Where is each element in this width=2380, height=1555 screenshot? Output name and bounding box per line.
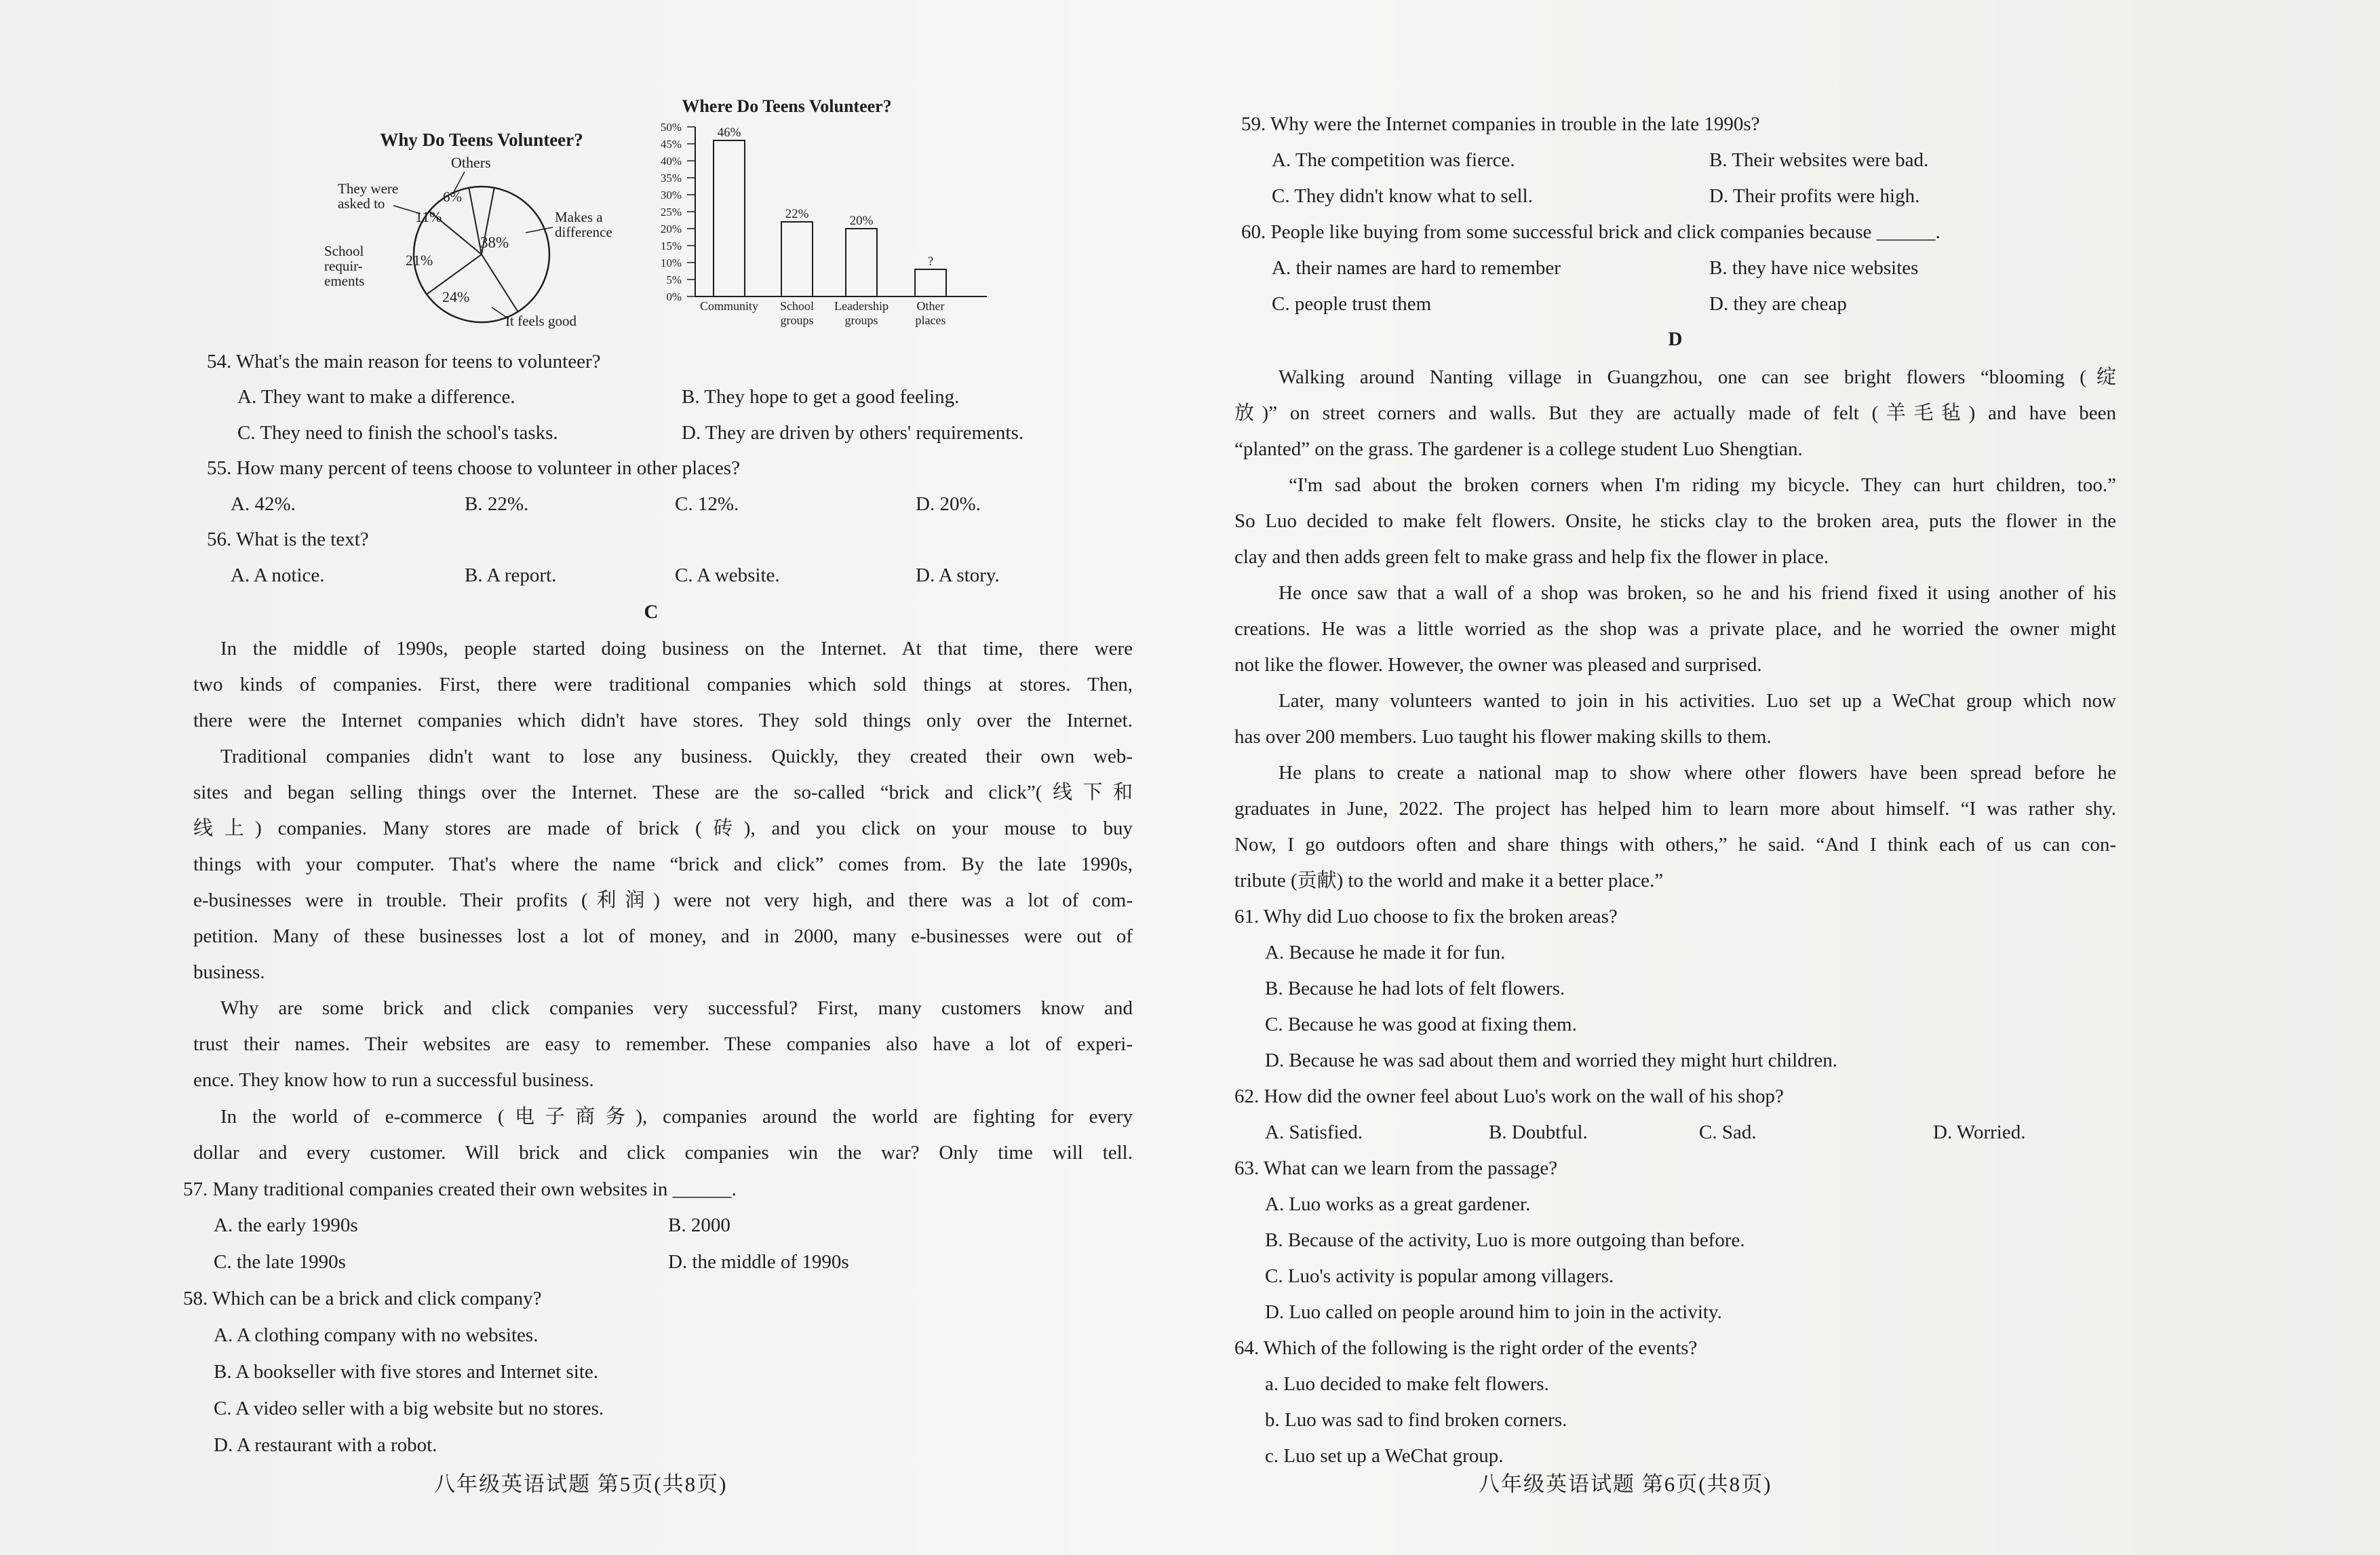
pie-label-others: Others: [451, 154, 491, 171]
y-tick-label: 0%: [666, 290, 682, 303]
pie-label-difference-2: difference: [555, 224, 612, 240]
pie-pct-good: 24%: [442, 288, 470, 305]
passage-c-line-1: In the middle of 1990s, people started doing business on the Internet. At that time, there were: [220, 638, 1133, 659]
bar-category-label-school-groups: groups: [780, 313, 814, 327]
right-page: [1234, 81, 2116, 1533]
passage-c-line-12: trust their names. Their websites are easy to remember. These companies also have a lot of experi-: [193, 1033, 1133, 1055]
q60-option-a: A. their names are hard to remember: [1272, 257, 1561, 279]
q56-option-c: C. A website.: [675, 564, 780, 586]
passage-c-line-4: Traditional companies didn't want to lose any business. Quickly, they created their own web-: [220, 746, 1133, 767]
passage-d-line-7: He once saw that a wall of a shop was broken, so he and his friend fixed it using another of his: [1279, 582, 2116, 604]
q55-option-b: B. 22%.: [465, 493, 529, 515]
pie-label-good: It feels good: [505, 313, 577, 329]
pie-pct-school: 21%: [406, 252, 433, 269]
q57-option-d: D. the middle of 1990s: [668, 1251, 849, 1273]
q64-event-a: a. Luo decided to make felt flowers.: [1265, 1373, 1549, 1395]
y-tick-label: 45%: [660, 138, 682, 151]
passage-d-line-15: tribute (贡献) to the world and make it a better place.”: [1234, 870, 1664, 891]
pie-pct-asked: 11%: [415, 208, 442, 225]
passage-c-line-7: things with your computer. That's where the name “brick and click” comes from. By the late 1990s,: [193, 853, 1133, 875]
q62-option-a: A. Satisfied.: [1265, 1121, 1363, 1143]
passage-d-line-5: So Luo decided to make felt flowers. Onsite, he sticks clay to the broken area, puts the flower in the: [1234, 510, 2116, 532]
pie-label-school-1: School: [324, 243, 364, 259]
q59-option-c: C. They didn't know what to sell.: [1272, 185, 1533, 207]
q61-option-d: D. Because he was sad about them and worried they might hurt children.: [1265, 1050, 1837, 1071]
pie-label-school-3: ements: [324, 273, 365, 289]
q56-option-b: B. A report.: [465, 564, 557, 586]
q64-stem: 64. Which of the following is the right order of the events?: [1234, 1337, 1698, 1359]
q55-option-a: A. 42%.: [231, 493, 296, 515]
q55-option-d: D. 20%.: [916, 493, 981, 515]
q59-option-b: B. Their websites were bad.: [1709, 149, 1929, 171]
q63-option-b: B. Because of the activity, Luo is more outgoing than before.: [1265, 1229, 1745, 1251]
q60-option-b: B. they have nice websites: [1709, 257, 1919, 279]
y-tick-label: 20%: [660, 223, 682, 235]
bar-title: Where Do Teens Volunteer?: [682, 96, 892, 116]
q56-option-a: A. A notice.: [231, 564, 325, 586]
pie-label-asked-1: They were: [338, 180, 399, 197]
passage-c-line-6: 线上) companies. Many stores are made of brick (砖), and you click on your mouse to buy: [193, 818, 1133, 839]
passage-d-line-9: not like the flower. However, the owner was pleased and surprised.: [1234, 654, 1762, 676]
y-tick-label: 15%: [660, 239, 682, 252]
passage-d-line-13: graduates in June, 2022. The project has helped him to learn more about himself. “I was rather shy.: [1234, 798, 2116, 820]
passage-c-line-14: In the world of e-commerce (电子商务), companies around the world are fighting for every: [220, 1106, 1133, 1128]
q58-stem: 58. Which can be a brick and click company?: [183, 1288, 542, 1309]
q54-stem: 54. What's the main reason for teens to volunteer?: [207, 351, 601, 372]
bar-category-label-leadership-groups: groups: [844, 313, 878, 327]
q54-option-c: C. They need to finish the school's tasks.: [237, 422, 558, 444]
passage-c-line-2: two kinds of companies. First, there were traditional companies which sold things at stores. Then,: [193, 674, 1133, 695]
bar-data-label-community: 46%: [717, 126, 741, 140]
passage-c-line-3: there were the Internet companies which didn't have stores. They sold things only over the Internet.: [193, 710, 1133, 731]
y-tick-label: 50%: [660, 121, 682, 134]
passage-c-line-10: business.: [193, 961, 265, 983]
passage-d-line-14: Now, I go outdoors often and share things with others,” he said. “And I think each of us can con-: [1234, 834, 2116, 856]
y-tick-label: 25%: [660, 206, 682, 218]
pie-pct-others: 6%: [443, 189, 462, 205]
q63-option-d: D. Luo called on people around him to join in the activity.: [1265, 1301, 1722, 1323]
q54-option-d: D. They are driven by others' requirements.: [682, 422, 1023, 444]
q57-stem: 57. Many traditional companies created their own websites in ______.: [183, 1178, 737, 1200]
left-page: [170, 81, 1133, 1533]
q61-option-a: A. Because he made it for fun.: [1265, 942, 1506, 963]
q62-option-b: B. Doubtful.: [1489, 1121, 1588, 1143]
q58-option-c: C. A video seller with a big website but no stores.: [214, 1398, 604, 1419]
q54-option-b: B. They hope to get a good feeling.: [682, 386, 960, 408]
passage-c-line-15: dollar and every customer. Will brick and click companies win the war? Only time will tell.: [193, 1142, 1133, 1164]
q60-stem: 60. People like buying from some successful brick and click companies because ______.: [1241, 221, 1940, 243]
bar-category-label-leadership-groups: Leadership: [834, 299, 889, 313]
y-tick-label: 10%: [660, 256, 682, 269]
q56-stem: 56. What is the text?: [207, 529, 369, 550]
q64-event-b: b. Luo was sad to find broken corners.: [1265, 1409, 1567, 1431]
passage-d-line-10: Later, many volunteers wanted to join in his activities. Luo set up a WeChat group which now: [1279, 690, 2116, 712]
pie-label-asked-2: asked to: [338, 195, 385, 212]
q62-stem: 62. How did the owner feel about Luo's work on the wall of his shop?: [1234, 1086, 1784, 1107]
passage-d-line-12: He plans to create a national map to show where other flowers have been spread before he: [1279, 762, 2116, 784]
q54-option-a: A. They want to make a difference.: [237, 386, 515, 408]
passage-c-line-13: ence. They know how to run a successful business.: [193, 1069, 594, 1091]
q55-stem: 55. How many percent of teens choose to volunteer in other places?: [207, 457, 740, 479]
q59-option-d: D. Their profits were high.: [1709, 185, 1920, 207]
pie-label-school-2: requir-: [324, 258, 363, 274]
bar-category-label-community: Community: [699, 299, 759, 313]
bar-category-label-school-groups: School: [779, 299, 815, 313]
passage-c-line-11: Why are some brick and click companies very successful? First, many customers know and: [220, 997, 1133, 1019]
y-tick-label: 40%: [660, 155, 682, 168]
section-d-heading: D: [1668, 328, 1683, 350]
passage-c-line-9: petition. Many of these businesses lost a lot of money, and in 2000, many e-businesses were out of: [193, 925, 1133, 947]
y-tick-label: 5%: [666, 273, 682, 286]
bar-data-label-school-groups: 22%: [785, 207, 809, 221]
q57-option-a: A. the early 1990s: [214, 1214, 358, 1236]
q59-option-a: A. The competition was fierce.: [1272, 149, 1515, 171]
q56-option-d: D. A story.: [916, 564, 1000, 586]
passage-c-line-8: e-businesses were in trouble. Their profits (利润) were not very high, and there was a lot of com-: [193, 889, 1133, 911]
q60-option-c: C. people trust them: [1272, 293, 1432, 315]
q63-option-c: C. Luo's activity is popular among villagers.: [1265, 1265, 1614, 1287]
pie-label-difference-1: Makes a: [555, 209, 603, 225]
passage-d-line-1: Walking around Nanting village in Guangzhou, one can see bright flowers “blooming (绽: [1279, 366, 2116, 388]
q57-option-c: C. the late 1990s: [214, 1251, 346, 1273]
q62-option-d: D. Worried.: [1933, 1121, 2026, 1143]
q57-option-b: B. 2000: [668, 1214, 730, 1236]
q61-option-c: C. Because he was good at fixing them.: [1265, 1014, 1577, 1035]
q60-option-d: D. they are cheap: [1709, 293, 1847, 315]
right-page-footer: 八年级英语试题 第6页(共8页): [1479, 1472, 1772, 1496]
q55-option-c: C. 12%.: [675, 493, 739, 515]
passage-d-line-11: has over 200 members. Luo taught his flower making skills to them.: [1234, 726, 1772, 748]
y-tick-label: 35%: [660, 172, 682, 185]
passage-d-line-4: “I'm sad about the broken corners when I'm riding my bicycle. They can hurt children, too.”: [1289, 474, 2116, 496]
y-tick-label: 30%: [660, 189, 682, 201]
q63-option-a: A. Luo works as a great gardener.: [1265, 1193, 1531, 1215]
passage-d-line-6: clay and then adds green felt to make grass and help fix the flower in place.: [1234, 546, 1829, 568]
pie-title: Why Do Teens Volunteer?: [380, 130, 583, 150]
q64-event-c: c. Luo set up a WeChat group.: [1265, 1445, 1504, 1467]
q63-stem: 63. What can we learn from the passage?: [1234, 1157, 1558, 1179]
bar-category-label-other-places: places: [915, 313, 946, 327]
pie-pct-difference: 38%: [480, 234, 509, 251]
section-c-heading: C: [644, 601, 659, 623]
q58-option-d: D. A restaurant with a robot.: [214, 1434, 437, 1456]
q61-option-b: B. Because he had lots of felt flowers.: [1265, 978, 1565, 999]
bar-data-label-other-places: ?: [927, 254, 934, 269]
q58-option-a: A. A clothing company with no websites.: [214, 1324, 539, 1346]
left-page-footer: 八年级英语试题 第5页(共8页): [434, 1472, 728, 1496]
passage-c-line-5: sites and began selling things over the Internet. These are the so-called “brick and click”(线下和: [193, 782, 1133, 803]
bar-category-label-other-places: Other: [916, 299, 945, 313]
q58-option-b: B. A bookseller with five stores and Internet site.: [214, 1361, 599, 1383]
passage-d-line-8: creations. He was a little worried as the shop was a private place, and he worried the owner might: [1234, 618, 2116, 640]
q61-stem: 61. Why did Luo choose to fix the broken areas?: [1234, 906, 1618, 927]
bar-data-label-leadership-groups: 20%: [849, 214, 874, 228]
q62-option-c: C. Sad.: [1699, 1121, 1757, 1143]
passage-d-line-2: 放)” on street corners and walls. But they are actually made of felt (羊毛毡) and have been: [1234, 402, 2116, 424]
q59-stem: 59. Why were the Internet companies in trouble in the late 1990s?: [1241, 113, 1760, 135]
passage-d-line-3: “planted” on the grass. The gardener is a college student Luo Shengtian.: [1234, 438, 1803, 460]
